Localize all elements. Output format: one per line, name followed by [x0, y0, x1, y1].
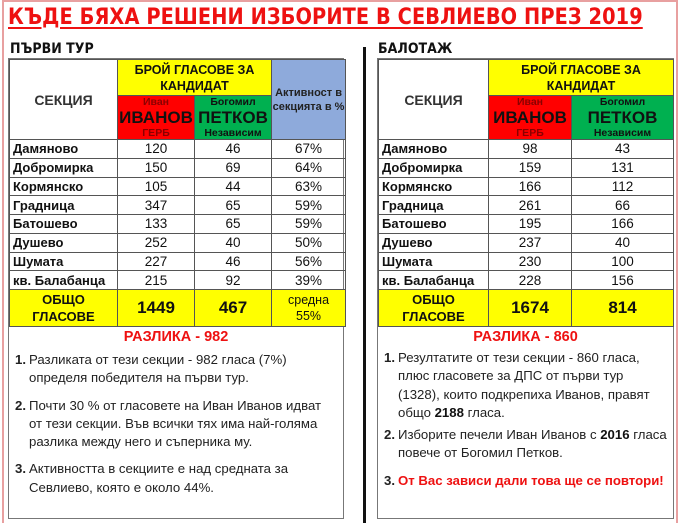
total-label-line2: ГЛАСОВЕ: [32, 309, 95, 324]
table-row: [10, 233, 346, 252]
cell-ivanov: 227: [118, 252, 195, 271]
cell-ivanov: 133: [118, 215, 195, 234]
cell-section: Шумата: [10, 252, 118, 271]
note-number: 2.: [384, 427, 395, 443]
cell-petkov: 65: [195, 215, 272, 234]
cell-petkov: 65: [195, 196, 272, 215]
total-ivanov: 1674: [489, 290, 572, 327]
total-label: [379, 290, 489, 327]
table-row: [379, 271, 674, 290]
cell-petkov: 69: [195, 158, 272, 177]
candidate-first-name: Иван: [142, 96, 170, 108]
cell-section: Добромирка: [10, 158, 118, 177]
cell-petkov: 166: [572, 215, 674, 234]
cell-section: Батошево: [379, 215, 489, 234]
cell-petkov: 43: [572, 140, 674, 159]
cell-section: Душево: [10, 233, 118, 252]
table-row: [379, 215, 674, 234]
cell-ivanov: 120: [118, 140, 195, 159]
cell-petkov: 100: [572, 252, 674, 271]
note-text-post: гласа повече от Богомил Петков.: [398, 427, 667, 461]
note-item: [384, 349, 667, 422]
cell-petkov: 40: [195, 233, 272, 252]
table-row: [10, 271, 346, 290]
avg-value: 55%: [296, 309, 322, 323]
total-label: [10, 290, 118, 327]
total-label-line1: ОБЩО: [412, 292, 455, 307]
table-row: [10, 177, 346, 196]
cell-turnout: 56%: [272, 252, 346, 271]
total-label-line1: ОБЩО: [42, 292, 85, 307]
total-petkov: 467: [195, 290, 272, 327]
cell-turnout: 67%: [272, 140, 346, 159]
cell-section: кв. Балабанца: [379, 271, 489, 290]
first-round-table: [9, 59, 346, 327]
note-number: 1.: [15, 352, 26, 367]
candidate-last-name: ИВАНОВ: [493, 108, 567, 127]
cell-ivanov: 228: [489, 271, 572, 290]
total-row: [10, 290, 346, 327]
note-item: [15, 397, 337, 452]
cell-ivanov: 230: [489, 252, 572, 271]
candidate-first-name: Богомил: [599, 96, 646, 108]
header-turnout: Активност в секцията в %: [272, 60, 346, 140]
note-text: Почти 30 % от гласовете на Иван Иванов идват от тези секции. Във всички тях има най-голяма разлика между него и съперника му.: [29, 397, 322, 450]
cell-petkov: 46: [195, 140, 272, 159]
runoff-notes: [378, 345, 673, 490]
table-row: [10, 158, 346, 177]
cell-ivanov: 166: [489, 177, 572, 196]
cell-petkov: 44: [195, 177, 272, 196]
cell-ivanov: 252: [118, 233, 195, 252]
cell-ivanov: 261: [489, 196, 572, 215]
cell-ivanov: 195: [489, 215, 572, 234]
cell-section: Дамяново: [379, 140, 489, 159]
cell-turnout: 59%: [272, 215, 346, 234]
cell-ivanov: 105: [118, 177, 195, 196]
cell-turnout: 50%: [272, 233, 346, 252]
table-row: [10, 252, 346, 271]
cell-section: Батошево: [10, 215, 118, 234]
cell-section: Душево: [379, 233, 489, 252]
difference-title: РАЗЛИКА - 982: [123, 329, 229, 345]
candidate-party: ГЕРБ: [516, 127, 544, 139]
note-number: 3.: [384, 472, 395, 488]
cell-turnout: 63%: [272, 177, 346, 196]
note-call-to-action: От Вас зависи дали това ще се повтори!: [398, 472, 664, 488]
cell-petkov: 131: [572, 158, 674, 177]
first-round-label: ПЪРВИ ТУР: [10, 41, 94, 57]
header-section: СЕКЦИЯ: [10, 60, 118, 140]
cell-turnout: 64%: [272, 158, 346, 177]
column-divider: [363, 47, 366, 523]
cell-section: Добромирка: [379, 158, 489, 177]
cell-section: Кормянско: [379, 177, 489, 196]
cell-turnout: 59%: [272, 196, 346, 215]
candidate-party: Независим: [204, 127, 262, 139]
cell-ivanov: 347: [118, 196, 195, 215]
avg-label: средна: [288, 293, 330, 307]
candidate-last-name: ПЕТКОВ: [198, 108, 268, 127]
note-text: Разликата от тези секции - 982 гласа (7%) определя победителя на първи тур.: [29, 352, 287, 386]
note-number: 2.: [15, 397, 26, 413]
cell-section: Градница: [10, 196, 118, 215]
total-avg-turnout: [272, 290, 346, 327]
candidate-ivanov-header: [489, 96, 572, 140]
table-row: [10, 140, 346, 159]
candidate-first-name: Богомил: [210, 96, 256, 108]
header-votes-group: БРОЙ ГЛАСОВЕ ЗА КАНДИДАТ: [489, 60, 674, 96]
note-number: 3.: [15, 461, 26, 477]
table-row: [379, 252, 674, 271]
cell-petkov: 156: [572, 271, 674, 290]
difference-title: РАЗЛИКА - 860: [473, 329, 578, 345]
cell-section: Дамяново: [10, 140, 118, 159]
table-row: [379, 233, 674, 252]
cell-petkov: 46: [195, 252, 272, 271]
note-text: Активността в секциите е над средната за Севлиево, която е около 44%.: [29, 461, 289, 495]
header-votes-group: БРОЙ ГЛАСОВЕ ЗА КАНДИДАТ: [118, 60, 272, 96]
table-row: [379, 196, 674, 215]
note-item: [15, 460, 337, 497]
total-ivanov: 1449: [118, 290, 195, 327]
cell-section: Кормянско: [10, 177, 118, 196]
table-row: [379, 140, 674, 159]
runoff-panel: [377, 58, 674, 519]
first-round-panel: [8, 58, 344, 519]
note-item: [384, 426, 667, 463]
cell-petkov: 40: [572, 233, 674, 252]
cell-ivanov: 98: [489, 140, 572, 159]
cell-section: Шумата: [379, 252, 489, 271]
runoff-table: [378, 59, 674, 327]
note-text-post: гласа.: [463, 404, 505, 420]
candidate-ivanov-header: [118, 96, 195, 140]
note-text-pre: Резултатите от тези секции - 860 гласа, плюс гласовете за ДПС от първи тур (1328), които подкрепиха Иванов, правят общо: [398, 350, 650, 420]
candidate-last-name: ПЕТКОВ: [587, 108, 658, 127]
candidate-petkov-header: [195, 96, 272, 140]
cell-turnout: 39%: [272, 271, 346, 290]
total-petkov: 814: [572, 290, 674, 327]
note-text: [398, 349, 667, 422]
cell-ivanov: 215: [118, 271, 195, 290]
cell-ivanov: 159: [489, 158, 572, 177]
note-text-pre: Изборите печели Иван Иванов с: [398, 427, 601, 443]
candidate-petkov-header: [572, 96, 674, 140]
table-row: [10, 215, 346, 234]
cell-section: кв. Балабанца: [10, 271, 118, 290]
candidate-party: ГЕРБ: [142, 127, 170, 139]
candidate-party: Независим: [593, 127, 652, 139]
cell-petkov: 66: [572, 196, 674, 215]
total-row: [379, 290, 674, 327]
note-item: [384, 472, 667, 490]
cell-petkov: 92: [195, 271, 272, 290]
cell-ivanov: 237: [489, 233, 572, 252]
note-highlight: 2188: [434, 404, 464, 420]
note-highlight: 2016: [600, 427, 630, 443]
table-row: [379, 158, 674, 177]
cell-section: Градница: [379, 196, 489, 215]
note-text: [398, 426, 667, 463]
total-label-line2: ГЛАСОВЕ: [402, 309, 465, 324]
table-row: [10, 196, 346, 215]
table-row: [379, 177, 674, 196]
candidate-first-name: Иван: [516, 96, 544, 108]
first-round-notes: [9, 345, 343, 497]
note-number: 1.: [384, 350, 395, 365]
candidate-last-name: ИВАНОВ: [119, 108, 193, 127]
cell-petkov: 112: [572, 177, 674, 196]
cell-ivanov: 150: [118, 158, 195, 177]
note-item: [15, 351, 337, 388]
page-title: КЪДЕ БЯХА РЕШЕНИ ИЗБОРИТЕ В СЕВЛИЕВО ПРЕЗ 2019: [8, 4, 643, 30]
header-section: СЕКЦИЯ: [379, 60, 489, 140]
runoff-label: БАЛОТАЖ: [378, 41, 453, 57]
